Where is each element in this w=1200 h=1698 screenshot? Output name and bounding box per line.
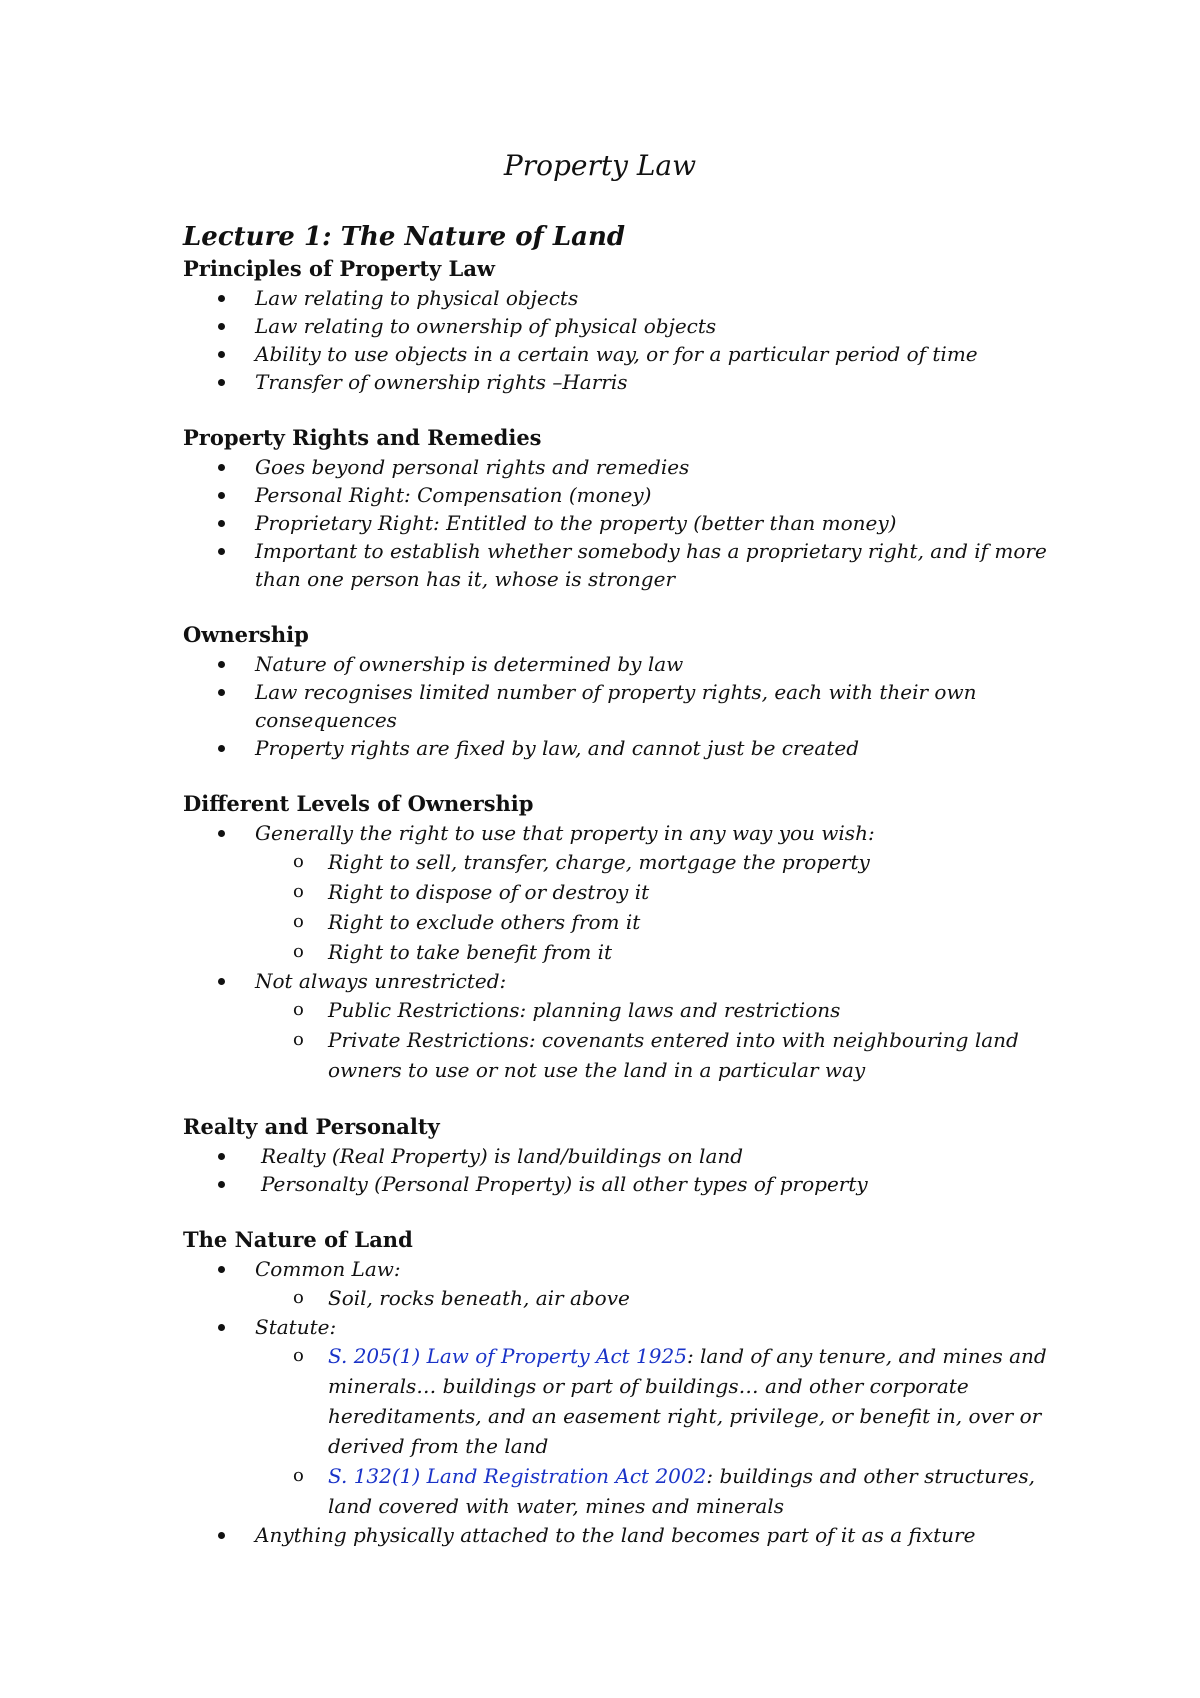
bullet-icon: [218, 1266, 225, 1273]
section-heading: The Nature of Land: [183, 1227, 413, 1252]
section-heading: Different Levels of Ownership: [183, 791, 534, 816]
list-item: Transfer of ownership rights –Harris: [183, 368, 1083, 396]
list-item: Goes beyond personal rights and remedies: [183, 453, 1083, 481]
sub-bullet-icon: o: [293, 881, 304, 902]
bullet-list: [183, 650, 1083, 762]
sub-list-item: o Right to exclude others from it: [183, 907, 1083, 937]
section-heading: Ownership: [183, 622, 309, 647]
bullet-icon: [218, 492, 225, 499]
sub-bullet-icon: o: [293, 941, 304, 962]
lecture-title: Lecture 1: The Nature of Land: [183, 222, 626, 252]
bullet-icon: [218, 1181, 225, 1188]
sub-bullet-icon: o: [293, 1465, 304, 1486]
list-item: Realty (Real Property) is land/buildings on land: [183, 1142, 1083, 1170]
sub-bullet-icon: o: [293, 1345, 304, 1366]
sub-bullet-icon: o: [293, 999, 304, 1020]
section-ownership: [183, 620, 1083, 762]
bullet-icon: [218, 379, 225, 386]
bullet-icon: [218, 745, 225, 752]
section-heading: Principles of Property Law: [183, 256, 496, 281]
sub-list-item: o Right to take benefit from it: [183, 937, 1083, 967]
section-realty-personalty: [183, 1112, 1083, 1198]
sub-list-item: o Public Restrictions: planning laws and restrictions: [183, 995, 1083, 1025]
sub-bullet-icon: o: [293, 911, 304, 932]
list-item: Important to establish whether somebody has a proprietary right, and if more than one person has it, whose is stronger: [183, 537, 1083, 593]
list-item: Law relating to physical objects: [183, 284, 1083, 312]
bullet-icon: [218, 1324, 225, 1331]
bullet-icon: [218, 661, 225, 668]
sub-list-item: o S. 205(1) Law of Property Act 1925: land of any tenure, and mines and minerals… buildings or part of buildings… and other corporate hereditaments, and an easement right, privilege, or benefit in, over or derived from the land: [183, 1341, 1083, 1461]
section-principles: [183, 254, 1083, 396]
sub-bullet-icon: o: [293, 851, 304, 872]
list-item: Property rights are fixed by law, and cannot just be created: [183, 734, 1083, 762]
section-nature-of-land: [183, 1225, 1083, 1549]
list-item: Personal Right: Compensation (money): [183, 481, 1083, 509]
list-item: Law recognises limited number of property rights, each with their own consequences: [183, 678, 1083, 734]
bullet-icon: [218, 295, 225, 302]
bullet-icon: [218, 548, 225, 555]
section-heading: Property Rights and Remedies: [183, 425, 542, 450]
list-item: Anything physically attached to the land becomes part of it as a fixture: [183, 1521, 1083, 1549]
bullet-list: [183, 1255, 1083, 1549]
bullet-list: [183, 819, 1083, 1085]
sub-list-item: o Right to dispose of or destroy it: [183, 877, 1083, 907]
bullet-icon: [218, 689, 225, 696]
section-property-rights: [183, 423, 1083, 593]
sub-list-item: o S. 132(1) Land Registration Act 2002: buildings and other structures, land covered with water, mines and minerals: [183, 1461, 1083, 1521]
list-item: Generally the right to use that property in any way you wish:: [183, 819, 1083, 847]
bullet-icon: [218, 1153, 225, 1160]
sub-bullet-icon: o: [293, 1287, 304, 1308]
sub-list-item: o Private Restrictions: covenants entered into with neighbouring land owners to use or not use the land in a particular way: [183, 1025, 1083, 1085]
bullet-list: [183, 284, 1083, 396]
statute-citation-link[interactable]: S. 205(1) Law of Property Act 1925: [328, 1344, 687, 1368]
sub-list-item: o Right to sell, transfer, charge, mortgage the property: [183, 847, 1083, 877]
list-item: Nature of ownership is determined by law: [183, 650, 1083, 678]
list-item: Ability to use objects in a certain way, or for a particular period of time: [183, 340, 1083, 368]
document-body: [183, 220, 1083, 1576]
bullet-list: [183, 1142, 1083, 1198]
bullet-icon: [218, 464, 225, 471]
list-item: Statute:: [183, 1313, 1083, 1341]
bullet-icon: [218, 978, 225, 985]
sub-bullet-icon: o: [293, 1029, 304, 1050]
bullet-icon: [218, 1532, 225, 1539]
list-item: Personalty (Personal Property) is all other types of property: [183, 1170, 1083, 1198]
section-heading: Realty and Personalty: [183, 1114, 440, 1139]
statute-citation-link[interactable]: S. 132(1) Land Registration Act 2002: [328, 1464, 707, 1488]
bullet-icon: [218, 830, 225, 837]
bullet-icon: [218, 323, 225, 330]
list-item: Not always unrestricted:: [183, 967, 1083, 995]
section-levels-of-ownership: [183, 789, 1083, 1085]
bullet-icon: [218, 351, 225, 358]
bullet-icon: [218, 520, 225, 527]
bullet-list: [183, 453, 1083, 593]
list-item: Law relating to ownership of physical objects: [183, 312, 1083, 340]
list-item: Proprietary Right: Entitled to the property (better than money): [183, 509, 1083, 537]
page-title: Property Law: [503, 149, 697, 182]
sub-list-item: o Soil, rocks beneath, air above: [183, 1283, 1083, 1313]
list-item: Common Law:: [183, 1255, 1083, 1283]
